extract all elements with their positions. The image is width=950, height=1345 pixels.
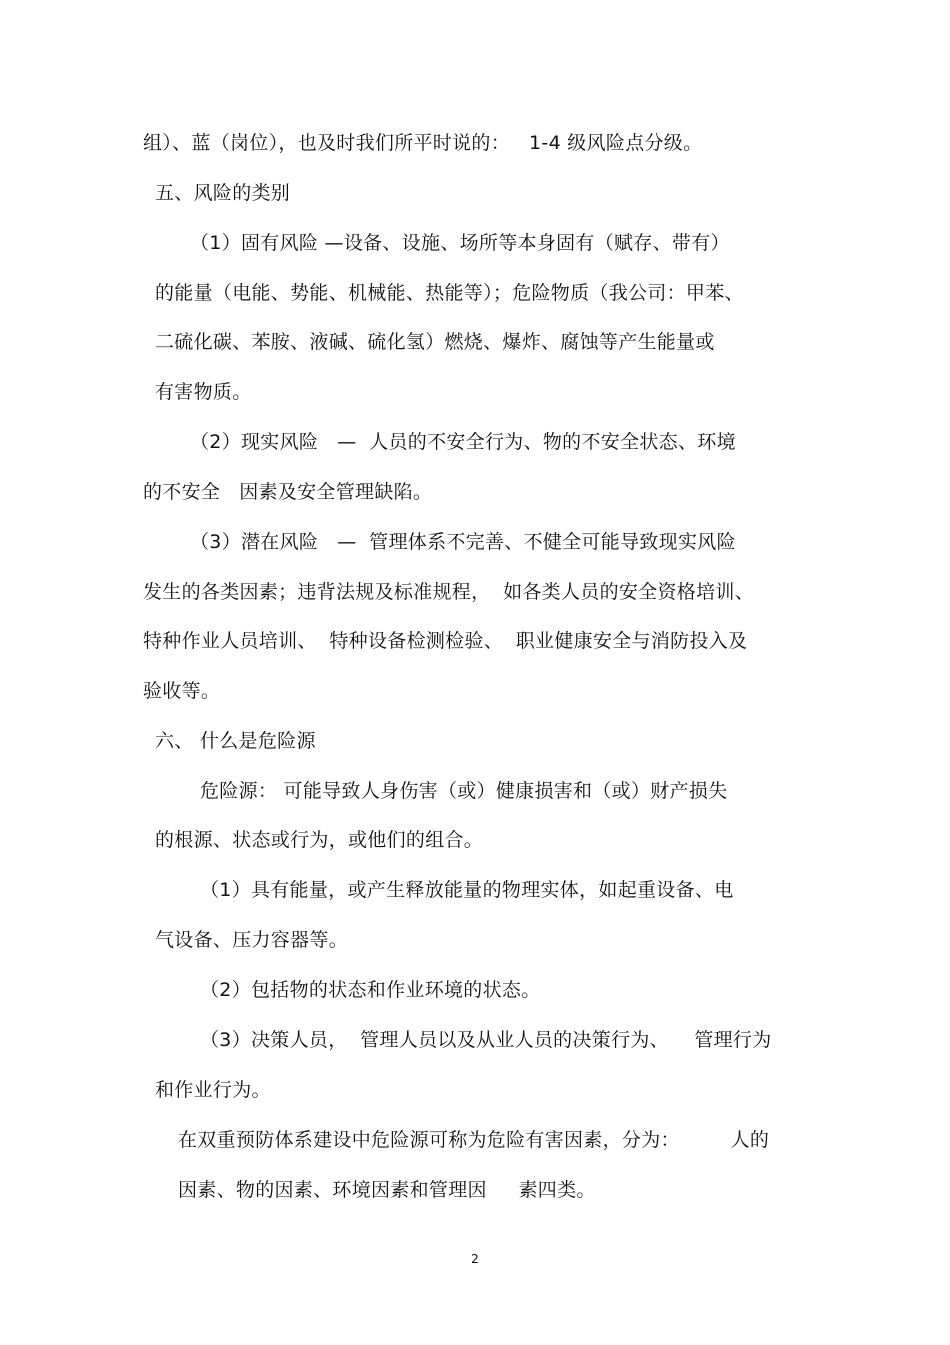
text-line-10: 发生的各类因素；违背法规及标准规程， 如各类人员的安全资格培训、 — [143, 581, 754, 603]
section-heading-6: 六、 什么是危险源 — [155, 730, 316, 752]
text-line-14: 危险源： 可能导致人身伤害（或）健康损害和（或）财产损失 — [200, 780, 728, 802]
page-number: 2 — [471, 1252, 479, 1266]
text-line-15: 的根源、状态或行为，或他们的组合。 — [155, 829, 484, 851]
section-heading-5: 五、风险的类别 — [155, 182, 291, 204]
text-line-19: （3）决策人员， 管理人员以及从业人员的决策行为、 管理行为 — [200, 1029, 772, 1051]
text-line-18: （2）包括物的状态和作业环境的状态。 — [200, 979, 541, 1001]
text-line-21: 在双重预防体系建设中危险源可称为危险有害因素，分为： 人的 — [178, 1129, 770, 1151]
text-line-5: 二硫化碳、苯胺、液碱、硫化氢）燃烧、爆炸、腐蚀等产生能量或 — [155, 331, 715, 353]
text-line-22: 因素、物的因素、环境因素和管理因 素四类。 — [178, 1179, 596, 1201]
text-line-4: 的能量（电能、势能、机械能、热能等）；危险物质（我公司：甲苯、 — [155, 282, 744, 304]
text-line-12: 验收等。 — [143, 680, 221, 702]
text-line-6: 有害物质。 — [155, 381, 252, 403]
text-line-17: 气设备、压力容器等。 — [155, 929, 349, 951]
text-line-11: 特种作业人员培训、 特种设备检测检验、 职业健康安全与消防投入及 — [143, 630, 748, 652]
text-line-20: 和作业行为。 — [155, 1079, 271, 1101]
text-line-1: 组）、蓝（岗位），也及时我们所平时说的： 1-4 级风险点分级。 — [143, 132, 703, 154]
text-line-7: （2）现实风险 — 人员的不安全行为、物的不安全状态、环境 — [190, 431, 736, 453]
text-line-9: （3）潜在风险 — 管理体系不完善、不健全可能导致现实风险 — [190, 531, 736, 553]
text-line-3: （1）固有风险 —设备、设施、场所等本身固有（赋存、带有） — [190, 232, 730, 254]
text-line-16: （1）具有能量，或产生释放能量的物理实体，如起重设备、电 — [200, 879, 734, 901]
text-line-8: 的不安全 因素及安全管理缺陷。 — [143, 481, 433, 503]
